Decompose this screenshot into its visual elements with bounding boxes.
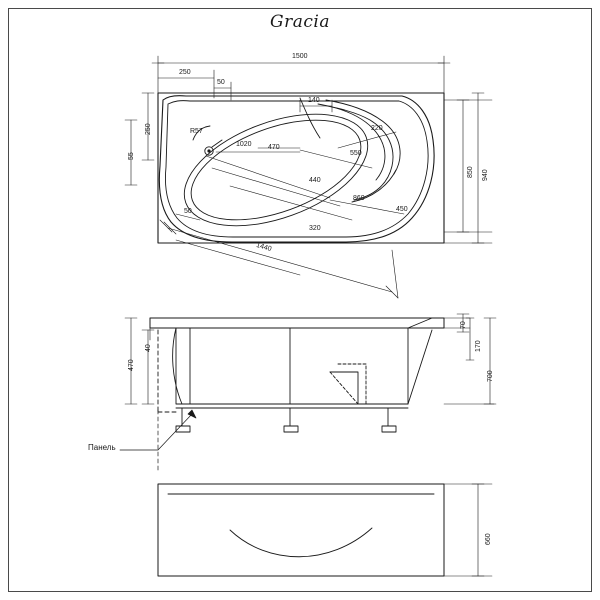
- dim-250-left: 250: [145, 123, 152, 135]
- dim-1440: 1440: [255, 241, 273, 254]
- dim-1500: 1500: [292, 53, 308, 60]
- dim-940: 940: [482, 169, 489, 181]
- page-title: Gracia: [270, 12, 330, 32]
- dim-50-low: 50: [184, 208, 192, 215]
- dim-450: 450: [396, 206, 408, 213]
- dim-140: 140: [308, 97, 320, 104]
- dim-1020: 1020: [236, 141, 252, 148]
- dim-170: 170: [475, 340, 482, 352]
- dim-470: 470: [268, 144, 280, 151]
- dim-850: 850: [467, 166, 474, 178]
- dim-660: 660: [485, 533, 492, 545]
- dim-320: 320: [309, 225, 321, 232]
- dim-860: 860: [353, 195, 365, 202]
- dim-550: 550: [350, 150, 362, 157]
- panel-callout-label: Панель: [88, 443, 116, 452]
- dim-50-top: 50: [217, 79, 225, 86]
- dim-250-top: 250: [179, 69, 191, 76]
- dim-470-side: 470: [128, 359, 135, 371]
- dim-40: 40: [145, 344, 152, 352]
- dim-70: 70: [460, 321, 467, 329]
- dim-700: 700: [487, 370, 494, 382]
- dim-55: 55: [128, 152, 135, 160]
- dim-220: 220: [371, 125, 383, 132]
- dim-440: 440: [309, 177, 321, 184]
- dim-r57: R57: [190, 128, 203, 135]
